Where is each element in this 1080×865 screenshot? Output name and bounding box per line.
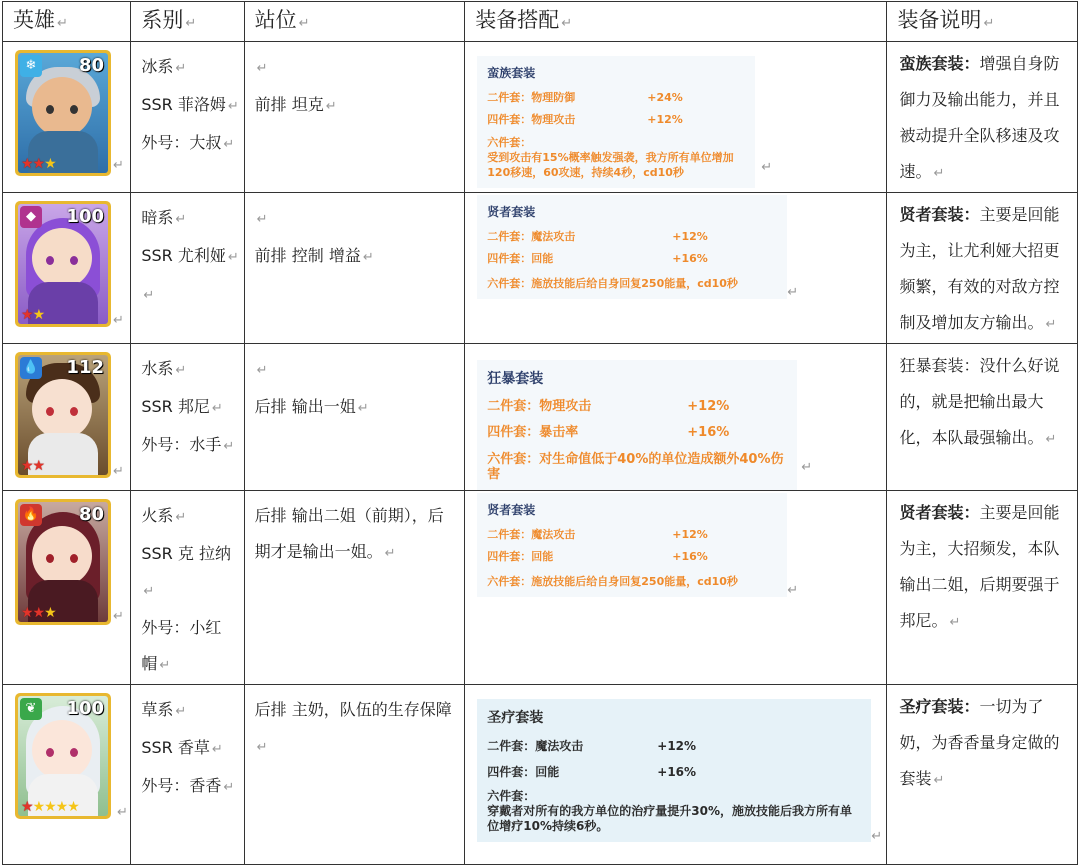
description-cell: 圣疗套装：一切为了奶，为香香量身定做的套装 ↵ bbox=[887, 685, 1078, 865]
equipment-set-card: 狂暴套装 二件套：物理攻击 +12% 四件套：暴击率 +16% 六件套：对生命值低于40%的单位造成额外40%伤害 bbox=[477, 360, 797, 490]
table-row bbox=[3, 344, 1078, 491]
faction-cell: 草系 ↵ SSR 香草 ↵ 外号：香香 ↵ bbox=[131, 685, 244, 865]
equipment-cell: 贤者套装 二件套：魔法攻击 +12% 四件套：回能 +16% 六件套：施放技能后给自身回复250能量，cd10秒 ↵ bbox=[465, 491, 887, 685]
dark-emblem-icon: ◆ bbox=[20, 206, 42, 228]
star-rating: ★★★ bbox=[21, 156, 56, 172]
equipment-cell: 贤者套装 二件套：魔法攻击 +12% 四件套：回能 +16% 六件套：施放技能后给自身回复250能量，cd10秒 ↵ bbox=[465, 193, 887, 344]
star-rating: ★★★★★ bbox=[21, 799, 79, 815]
star-rating: ★★ bbox=[21, 307, 45, 323]
leaf-icon: ❦ bbox=[20, 698, 42, 720]
hero-level: 80 bbox=[78, 55, 104, 76]
water-drop-icon: 💧 bbox=[20, 357, 42, 379]
star-rating: ★★ bbox=[21, 458, 45, 474]
equipment-set-card: 贤者套装 二件套：魔法攻击 +12% 四件套：回能 +16% 六件套：施放技能后给自身回复250能量，cd10秒 bbox=[477, 195, 787, 299]
description-cell: 蛮族套装：增强自身防御力及输出能力，并且被动提升全队移速及攻速。 ↵ bbox=[887, 42, 1078, 193]
star-rating: ★★★ bbox=[21, 605, 56, 621]
hero-equipment-table bbox=[2, 1, 1078, 865]
hero-level: 112 bbox=[66, 357, 104, 378]
faction-cell: 冰系 ↵ SSR 菲洛姆 ↵ 外号：大叔 ↵ bbox=[131, 42, 244, 193]
faction-cell: 水系 ↵ SSR 邦尼 ↵ 外号：水手 ↵ bbox=[131, 344, 244, 491]
position-cell: ↵ 前排 控制 增益 ↵ bbox=[244, 193, 465, 344]
header-faction: 系别 ↵ bbox=[131, 2, 244, 42]
hero-cell: ❄ 80 ★★★ ↵ bbox=[3, 42, 131, 193]
hero-card-philomm bbox=[15, 50, 111, 176]
equipment-set-card: 蛮族套装 二件套：物理防御 +24% 四件套：物理攻击 +12% 六件套： 受到攻击有15%概率触发强袭，我方所有单位增加120移速，60攻速，持续4秒，cd10秒 bbox=[477, 56, 755, 188]
hero-level: 80 bbox=[78, 504, 104, 525]
equipment-cell: 圣疗套装 二件套：魔法攻击 +12% 四件套：回能 +16% 六件套： 穿戴者对所有的我方单位的治疗量提升30%，施放技能后我方所有单位增疗10%持续6秒。 ↵ bbox=[465, 685, 887, 865]
equipment-cell: 蛮族套装 二件套：物理防御 +24% 四件套：物理攻击 +12% 六件套： 受到攻击有15%概率触发强袭，我方所有单位增加120移速，60攻速，持续4秒，cd10秒 ↵ bbox=[465, 42, 887, 193]
description-cell: 贤者套装：主要是回能为主，让尤利娅大招更频繁，有效的对敌方控制及增加友方输出。 ↵ bbox=[887, 193, 1078, 344]
position-cell: ↵ 前排 坦克 ↵ bbox=[244, 42, 465, 193]
faction-cell: 暗系 ↵ SSR 尤利娅 ↵ ↵ bbox=[131, 193, 244, 344]
faction-cell: 火系 ↵ SSR 克 拉纳↵ 外号：小红帽 ↵ bbox=[131, 491, 244, 685]
equipment-set-card: 圣疗套装 二件套：魔法攻击 +12% 四件套：回能 +16% 六件套： 穿戴者对所有的我方单位的治疗量提升30%，施放技能后我方所有单位增疗10%持续6秒。 bbox=[477, 699, 871, 842]
position-cell: 后排 主奶，队伍的生存保障↵ bbox=[244, 685, 465, 865]
description-cell: 贤者套装：主要是回能为主，大招频发，本队输出二姐，后期要强于邦尼。 ↵ bbox=[887, 491, 1078, 685]
header-equipment: 装备搭配 ↵ bbox=[465, 2, 887, 42]
header-position: 站位 ↵ bbox=[244, 2, 465, 42]
header-hero: 英雄 ↵ bbox=[3, 2, 131, 42]
hero-level: 100 bbox=[66, 698, 104, 719]
table-row bbox=[3, 685, 1078, 865]
table-row bbox=[3, 491, 1078, 685]
table-header-row bbox=[3, 2, 1078, 42]
hero-cell: ◆ 100 ★★ ↵ bbox=[3, 193, 131, 344]
hero-cell: ❦ 100 ★★★★★ ↵ bbox=[3, 685, 131, 865]
hero-level: 100 bbox=[66, 206, 104, 227]
position-cell: 后排 输出二姐（前期），后期才是输出一姐。 ↵ bbox=[244, 491, 465, 685]
hero-card-yulia bbox=[15, 201, 111, 327]
hero-card-krana bbox=[15, 499, 111, 625]
table-row bbox=[3, 42, 1078, 193]
hero-cell: 💧 112 ★★ ↵ bbox=[3, 344, 131, 491]
equipment-set-card: 贤者套装 二件套：魔法攻击 +12% 四件套：回能 +16% 六件套：施放技能后给自身回复250能量，cd10秒 bbox=[477, 493, 787, 597]
hero-card-xiangcao bbox=[15, 693, 111, 819]
position-cell: ↵ 后排 输出一姐 ↵ bbox=[244, 344, 465, 491]
description-cell: 狂暴套装：没什么好说的，就是把输出最大化，本队最强输出。 ↵ bbox=[887, 344, 1078, 491]
table-row bbox=[3, 193, 1078, 344]
equipment-cell: 狂暴套装 二件套：物理攻击 +12% 四件套：暴击率 +16% 六件套：对生命值低于40%的单位造成额外40%伤害 ↵ bbox=[465, 344, 887, 491]
header-description: 装备说明 ↵ bbox=[887, 2, 1078, 42]
fire-icon: 🔥 bbox=[20, 504, 42, 526]
hero-card-bonnie bbox=[15, 352, 111, 478]
hero-cell: 🔥 80 ★★★ ↵ bbox=[3, 491, 131, 685]
snowflake-icon: ❄ bbox=[20, 55, 42, 77]
